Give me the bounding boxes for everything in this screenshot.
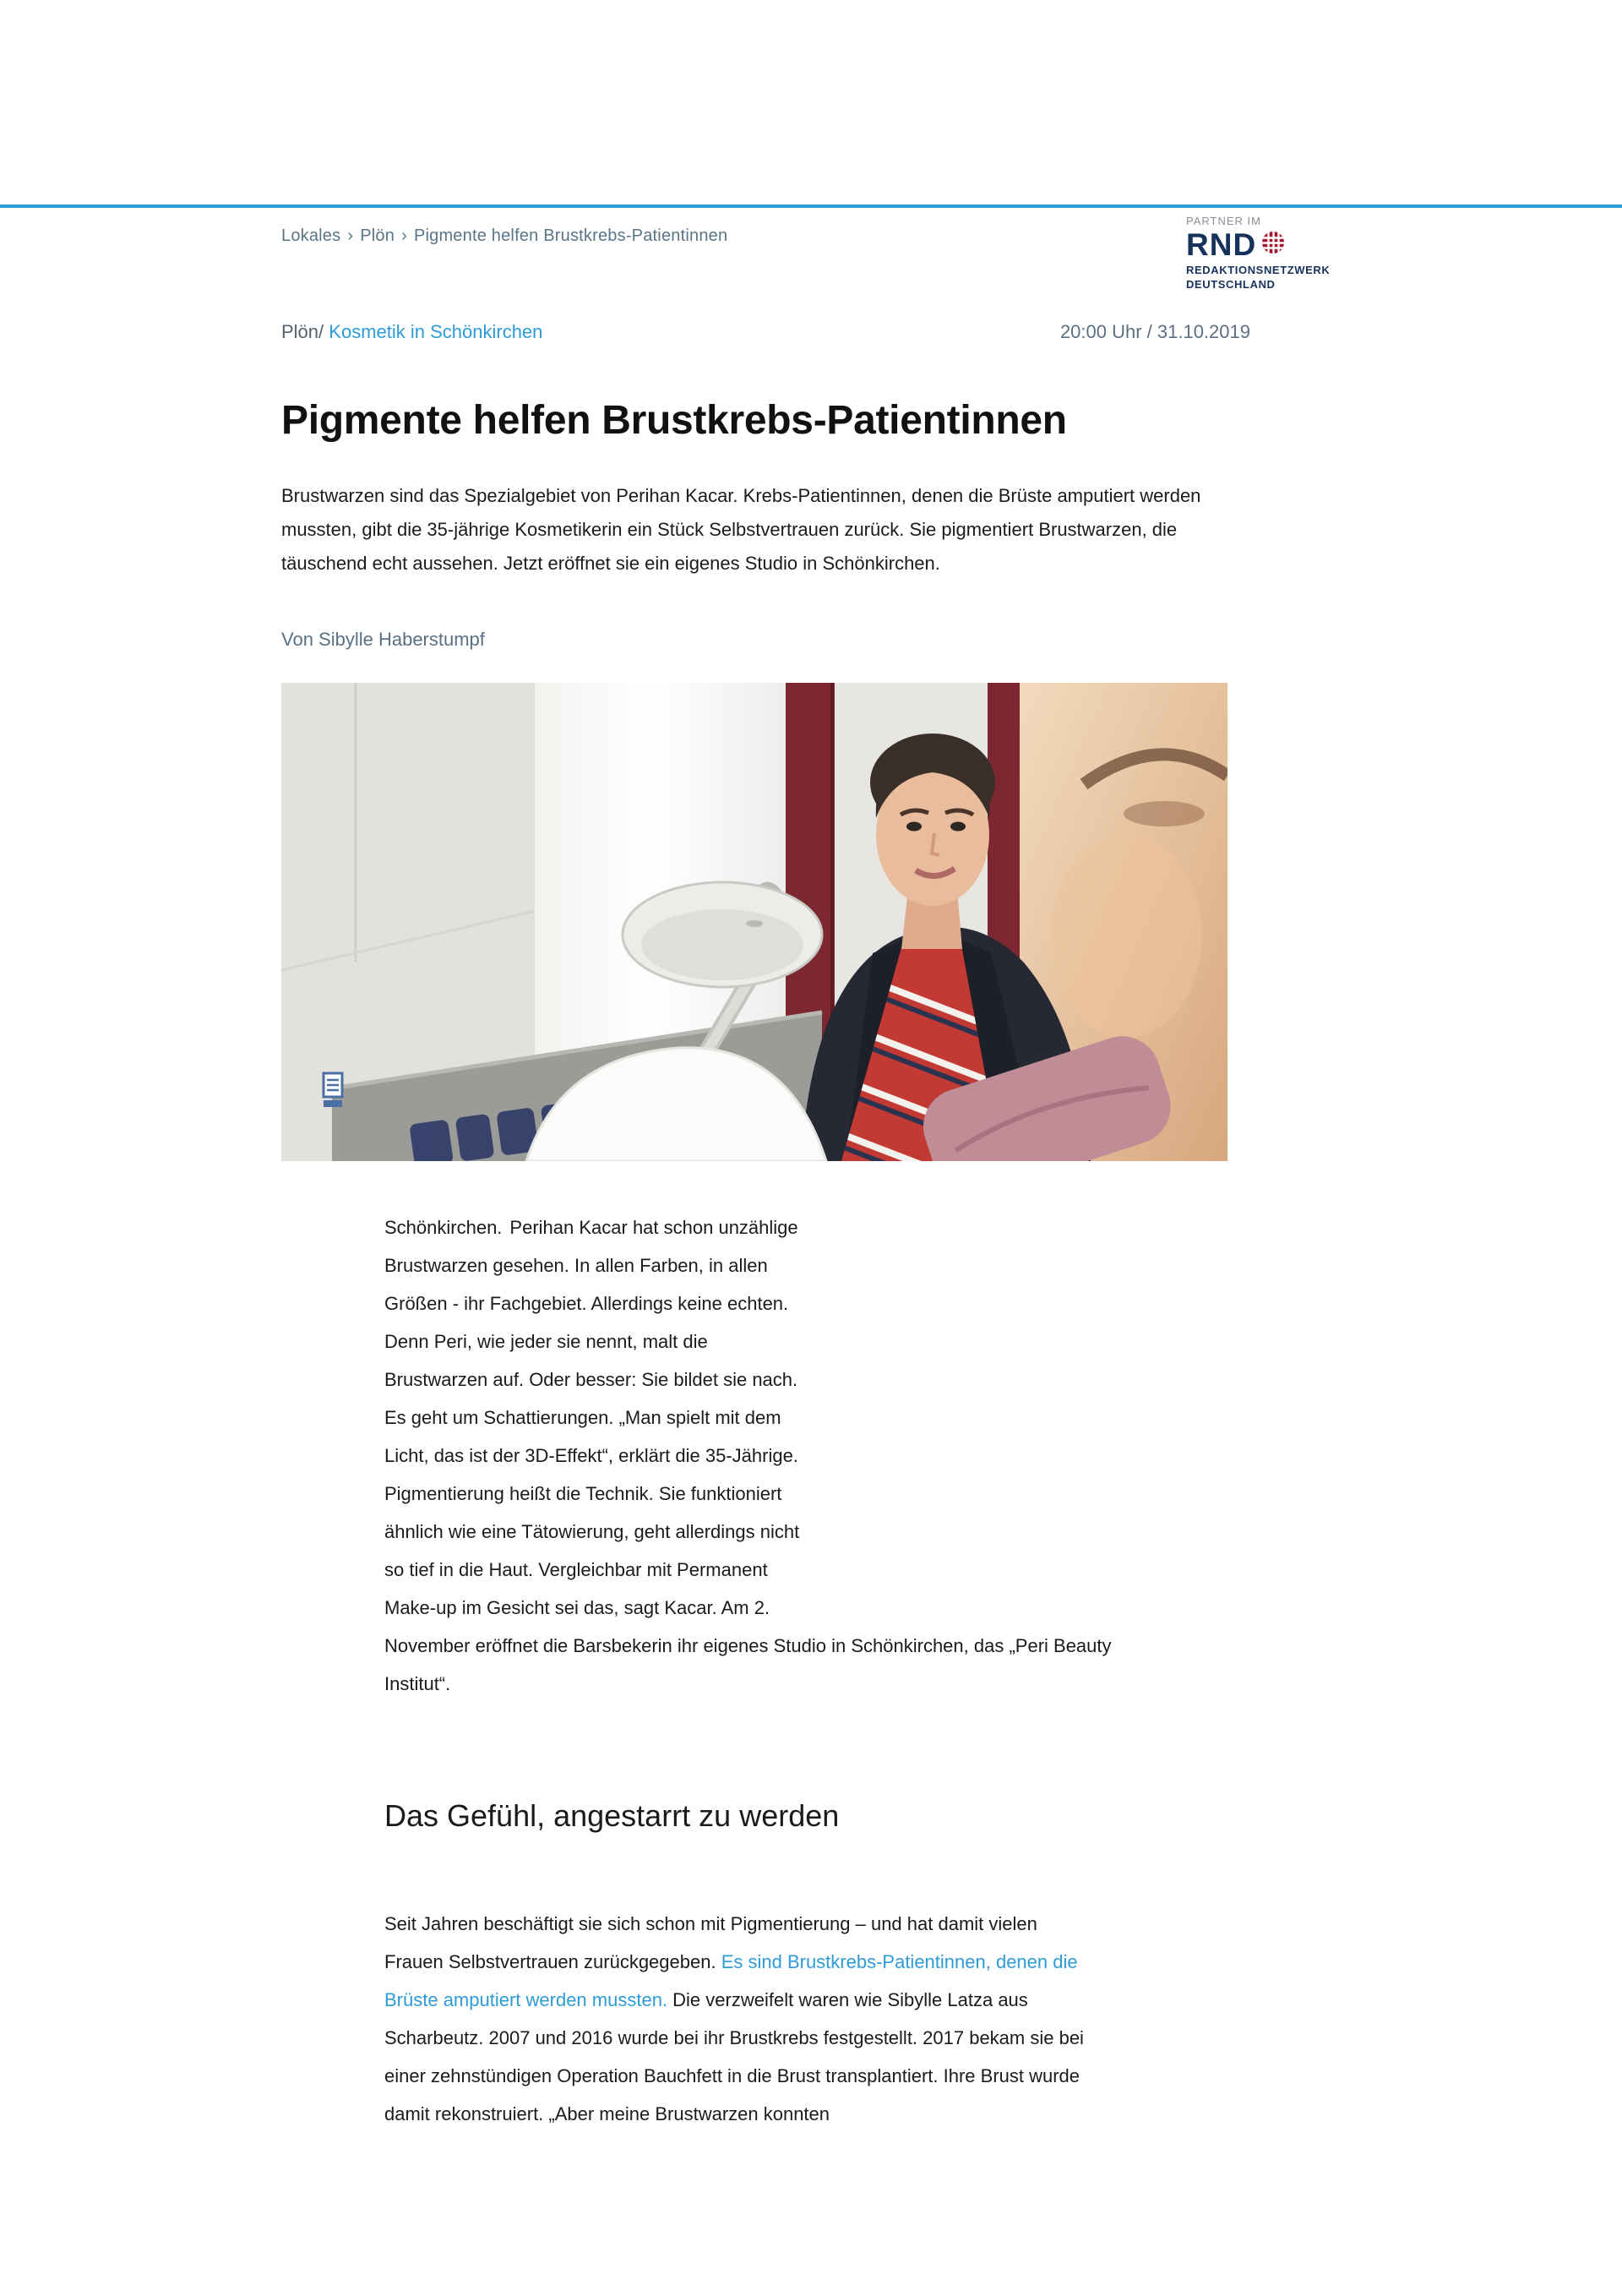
breadcrumb-current-page: Pigmente helfen Brustkrebs-Patientinnen [413,226,728,245]
article-lead: Brustwarzen sind das Spezialgebiet von Perihan Kacar. Krebs-Patientinnen, denen die Brüste amputiert werden mussten, gibt die 35-jährige Kosmetikerin ein Stück Selbstvertrauen zurück. Sie pigmentiert Brustwarzen, die täuschend echt aussehen. Jetzt eröffnet sie ein eigenes Studio in Schönkirchen. [281,485,1201,574]
breadcrumb-link-ploen[interactable]: Plön [360,226,395,245]
rnd-subline-2: DEUTSCHLAND [1186,278,1276,291]
publish-datetime: 20:00 Uhr / 31.10.2019 [1059,321,1250,342]
top-divider-line [0,205,1622,208]
breadcrumb-link-lokales[interactable]: Lokales [281,226,341,245]
rnd-globe-icon [1260,229,1287,256]
dateline-location: Schönkirchen. [384,1217,503,1238]
kicker-row [281,321,1250,343]
paragraph-2-text-a: Seit Jahren beschäftigt sie sich schon mit Pigmentierung – und hat damit vielen Frauen Selbstvertrauen zurückgegeben. [384,1913,1037,1972]
ad-placeholder-gap [815,1208,1149,1590]
kicker-category-link[interactable]: Kosmetik in Schönkirchen [329,321,543,342]
article-subheading: Das Gefühl, angestarrt zu werden [384,1797,840,1833]
paragraph-2-text-b: Die verzweifelt waren wie Sibylle Latza aus Scharbeutz. 2007 und 2016 wurde bei ihr Brustkrebs festgestellt. 2017 bekam sie bei einer zehnstündigen Operation Bauchfett in die Brust transplantiert. Ihre Brust wurde damit rekonstruiert. „Aber meine Brustwarzen konnten [384,1989,1084,2124]
paragraph-1-text: Perihan Kacar hat schon unzählige Brustwarzen gesehen. In allen Farben, in allen Größen - ihr Fachgebiet. Allerdings keine echten. Denn Peri, wie jeder sie nennt, malt die Brustwarzen auf. Oder besser: Sie bildet sie nach. Es geht um Schattierungen. „Man spielt mit dem Licht, das ist der 3D-Effekt“, erklärt die 35-Jährige. Pigmentierung heißt die Technik. Sie funktioniert ähnlich wie eine Tätowierung, geht allerdings nicht so tief in die Haut. Vergleichbar mit Permanent Make-up im Gesicht sei das, sagt Kacar. Am 2. November eröffnet die Barsbekerin ihr eigenes Studio in Schönkirchen, das „Peri Beauty Institut“. [384,1217,1112,1694]
article-paragraph-2 [384,1905,1086,2133]
article-paragraph-1 [384,1208,1149,1703]
photo-watermark-icon [324,1073,342,1107]
rnd-brand-text: RND [1186,227,1257,262]
rnd-subline-1: REDAKTIONSNETZWERK [1186,264,1331,276]
breadcrumb [281,226,727,246]
article-byline: Von Sibylle Haberstumpf [281,629,485,650]
kicker [281,321,542,343]
article-photo-woman-with-magnifier-lamp [281,683,1227,1161]
article-headline: Pigmente helfen Brustkrebs-Patientinnen [281,398,1067,444]
breadcrumb-separator: › [347,226,354,245]
rnd-partner-text: PARTNER IM [1186,215,1261,227]
paragraph-2-inline-link[interactable]: Es sind Brustkrebs-Patientinnen, denen die Brüste amputiert werden mussten. [384,1951,1078,2010]
rnd-partner-logo[interactable] [1186,215,1355,291]
kicker-location: Plön/ [281,321,324,342]
breadcrumb-separator: › [401,226,407,245]
